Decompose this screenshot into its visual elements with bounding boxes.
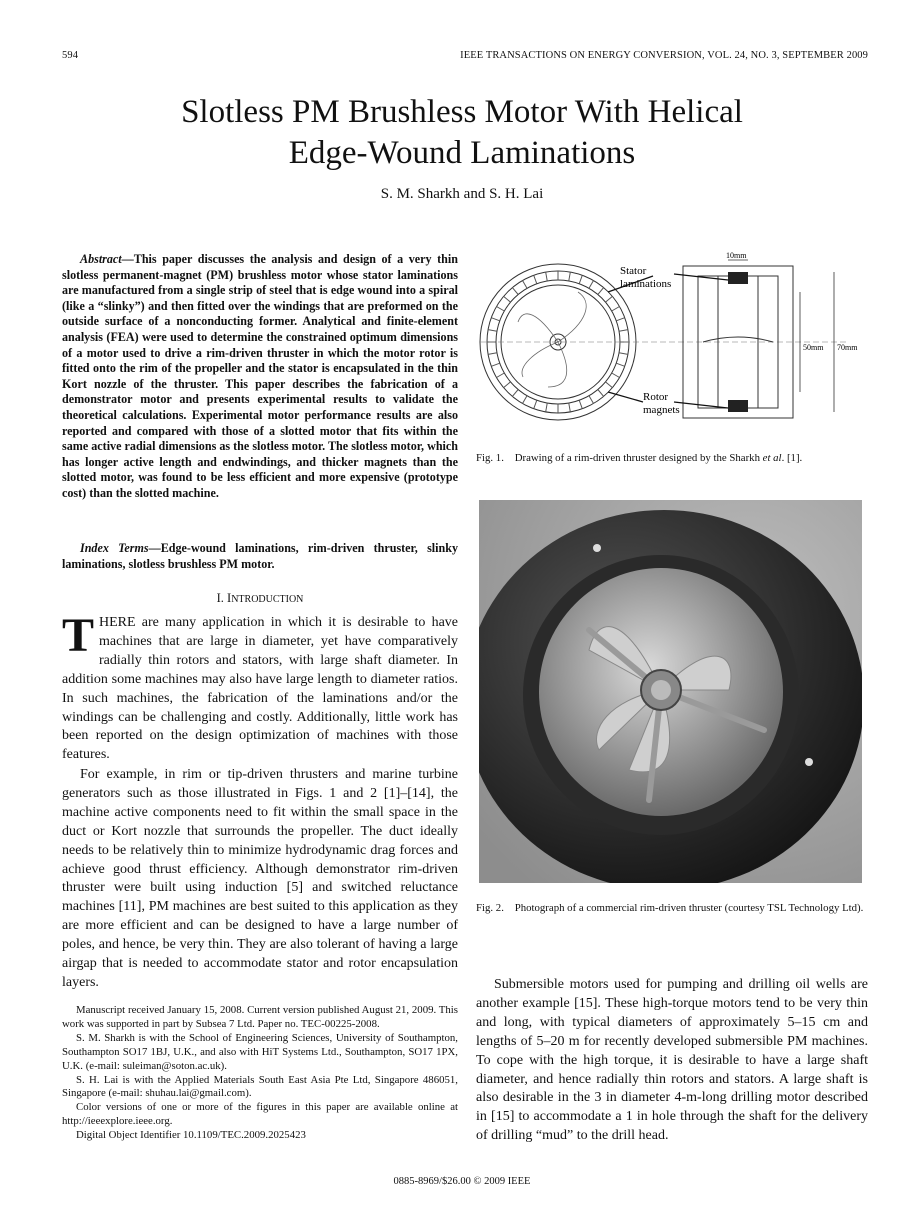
stator-slot xyxy=(546,403,548,412)
label-rotor-2: magnets xyxy=(643,404,680,416)
figure-2-caption xyxy=(476,901,868,915)
stator-slot xyxy=(579,275,582,283)
title-line-2: Edge-Wound Laminations xyxy=(288,135,636,171)
authors: S. M. Sharkh and S. H. Lai xyxy=(380,186,544,202)
footnote-color: Color versions of one or more of the figures in this paper are available online at http://ieeexplore.ieee.org. xyxy=(62,1101,458,1128)
dim-70mm: 70mm xyxy=(837,343,858,352)
label-rotor-1: Rotor xyxy=(643,391,669,403)
stator-slot xyxy=(605,382,612,388)
stator-slot xyxy=(589,396,594,404)
stator-slot xyxy=(523,281,528,289)
fig1-caption-end: . [1]. xyxy=(781,452,803,464)
intro-paragraph-1 xyxy=(62,609,458,765)
stator-slot xyxy=(497,373,505,378)
leader-arrows xyxy=(608,274,728,408)
stator-slot xyxy=(534,400,537,408)
figure-1-caption xyxy=(476,451,868,465)
section-heading-introduction xyxy=(62,591,458,606)
label-stator-1: Stator xyxy=(620,265,647,277)
stator-slot xyxy=(491,363,499,366)
title-line-1: Slotless PM Brushless Motor With Helical xyxy=(181,94,743,130)
stator-slot xyxy=(488,353,497,355)
stator-slot xyxy=(619,353,628,355)
stator-slot xyxy=(569,403,571,412)
footnotes xyxy=(62,1004,458,1143)
stator-slot xyxy=(612,373,620,378)
hub-cap xyxy=(651,680,671,700)
stator-slot xyxy=(579,400,582,408)
stator-slot xyxy=(504,382,511,388)
fig1-caption-text: Drawing of a rim-driven thruster designed by the Sharkh xyxy=(514,452,763,464)
stator-slot xyxy=(546,272,548,281)
stator-slot xyxy=(497,307,505,312)
index-terms-text: —Edge-wound laminations, rim-driven thruster, slinky laminations, slotless brushless PM motor. xyxy=(62,541,458,571)
section-numeral: I. xyxy=(216,591,224,605)
stator-slot xyxy=(512,389,518,396)
dim-50mm: 50mm xyxy=(803,343,824,352)
footnote-author-2: S. H. Lai is with the Applied Materials South East Asia Pte Ltd, Singapore 486051, Singapore (e-mail: shuhau.lai@gmail.com). xyxy=(62,1073,458,1100)
index-terms-label: Index Terms xyxy=(80,541,149,555)
intro-lead-word: HERE xyxy=(99,615,136,630)
stator-slot xyxy=(598,288,604,295)
page-number: 594 xyxy=(62,50,79,61)
dim-10mm: 10mm xyxy=(726,252,747,260)
stator-slot xyxy=(598,389,604,396)
intro-p1-text: are many application in which it is desirable to have machines that are large in diameter, yet have comparatively radially thin rotors and stators, with large shaft diameter. In addition some machines may also have large length to diameter ratios. In such machines, the fabrication of the laminations and/or the windings can be challenging and costly. Additionally, little work has been reported on the design optimization of machines with those features. xyxy=(62,615,458,763)
stator-slot xyxy=(512,288,518,295)
stator-slot xyxy=(616,318,624,321)
propeller-blades xyxy=(518,292,586,387)
footnote-doi: Digital Object Identifier 10.1109/TEC.2009.2025423 xyxy=(76,1129,306,1142)
stator-slot xyxy=(605,296,612,302)
fig2-caption-text: Photograph of a commercial rim-driven thruster (courtesy TSL Technology Ltd). xyxy=(514,902,864,914)
abstract xyxy=(62,252,458,502)
journal-header: IEEE TRANSACTIONS ON ENERGY CONVERSION, VOL. 24, NO. 3, SEPTEMBER 2009 xyxy=(460,50,868,61)
stator-slot xyxy=(504,296,511,302)
drop-cap: T xyxy=(62,609,95,662)
abstract-text: —This paper discusses the analysis and design of a very thin slotless permanent-magnet (PM) brushless motor whose stator laminations are manufactured from a single strip of steel that is edge wound into a spiral (like a “slinky”) and then fitted over the windings that are preformed on the outside surface of a nonconducting former. Analytical and finite-element analysis (FEA) were used to determine the constrained optimum dimensions of a motor used to drive a rim-driven thruster in which the motor rotor is fitted onto the rim of the propeller and the stator is encapsulated in the thin Kort nozzle of the thruster. This paper describes the fabrication of a demonstrator motor and presents experimental results to validate the theoretical calculations. Experimental motor performance results are also reported and compared with those of a slotted motor that fits within the same active radial dimensions as the slotless motor. The slotless motor, which has longer active length and endwindings, and thicker magnets than the slotted motor, was found to be less efficient and more expensive (prototype cost) than the slotted machine. xyxy=(62,252,458,500)
bolt-1 xyxy=(593,544,601,552)
index-terms xyxy=(62,541,458,572)
figure-2-photo xyxy=(479,500,862,883)
fig1-caption-etal: et al xyxy=(762,452,782,464)
footnote-author-1: S. M. Sharkh is with the School of Engineering Sciences, University of Southampton, Southampton SO17 1BJ, U.K., and also with HiT Systems Ltd., Southampton, SO17 1PX, U.K. (e-mail: suleiman@soton.ac.uk). xyxy=(62,1031,458,1072)
stator-slot xyxy=(569,272,571,281)
abstract-label: Abstract xyxy=(80,252,122,266)
section-rest: NTRODUCTION xyxy=(231,594,304,605)
intro-paragraph-3: Submersible motors used for pumping and drilling oil wells are another example [15]. These high-torque motors tend to be very thin and long, with typical diameters of approximately 5–15 cm and lengths of 5–20 m for recently developed submersible PM machines. To cope with the high torque, it is desirable to have a large shaft diameter, and hence radially thin rotors and stators. A large shaft is also desirable in the 3 in diameter 4-m-long drilling motor described in [15] to accommodate a 1 in hole through the shaft for the delivery of drilling “mud” to the drill head. xyxy=(476,977,868,1144)
section-initial: I xyxy=(227,591,232,605)
stator-slot xyxy=(612,307,620,312)
stator-slot xyxy=(488,330,497,332)
fig2-caption-label: Fig. 2. xyxy=(476,902,504,914)
bolt-2 xyxy=(805,758,813,766)
stator-slot xyxy=(619,330,628,332)
stator-slot xyxy=(491,318,499,321)
paper-title xyxy=(0,92,924,174)
footnote-manuscript: Manuscript received January 15, 2008. Current version published August 21, 2009. This work was supported in part by Subsea 7 Ltd. Paper no. TEC-00225-2008. xyxy=(62,1004,458,1030)
stator-slot xyxy=(589,281,594,289)
label-stator-2: laminations xyxy=(620,278,672,290)
figure-1-drawing xyxy=(478,252,868,428)
copyright-footer: 0885-8969/$26.00 © 2009 IEEE xyxy=(393,1176,531,1187)
stator-slot xyxy=(534,275,537,283)
stator-slot xyxy=(523,396,528,404)
fig1-caption-label: Fig. 1. xyxy=(476,452,504,464)
stator-slot xyxy=(616,363,624,366)
intro-paragraph-2: For example, in rim or tip-driven thrusters and marine turbine generators such as those illustrated in Figs. 1 and 2 [1]–[14], the machine active components need to fit within the small space in the duct or Kort nozzle that surrounds the propeller. The duct ideally needs to be relatively thin to minimize hydrodynamic drag forces and achieve good thrust efficiency. Although demonstrator rim-driven thruster were built using induction [5] and switched reluctance machines [11], PM machines are best suited to this application as they are more efficient and can be designed to have a large number of poles, and hence, be very thin. They are also tolerant of having a large airgap that is needed to accommodate stator and rotor encapsulation layers. xyxy=(62,767,458,990)
